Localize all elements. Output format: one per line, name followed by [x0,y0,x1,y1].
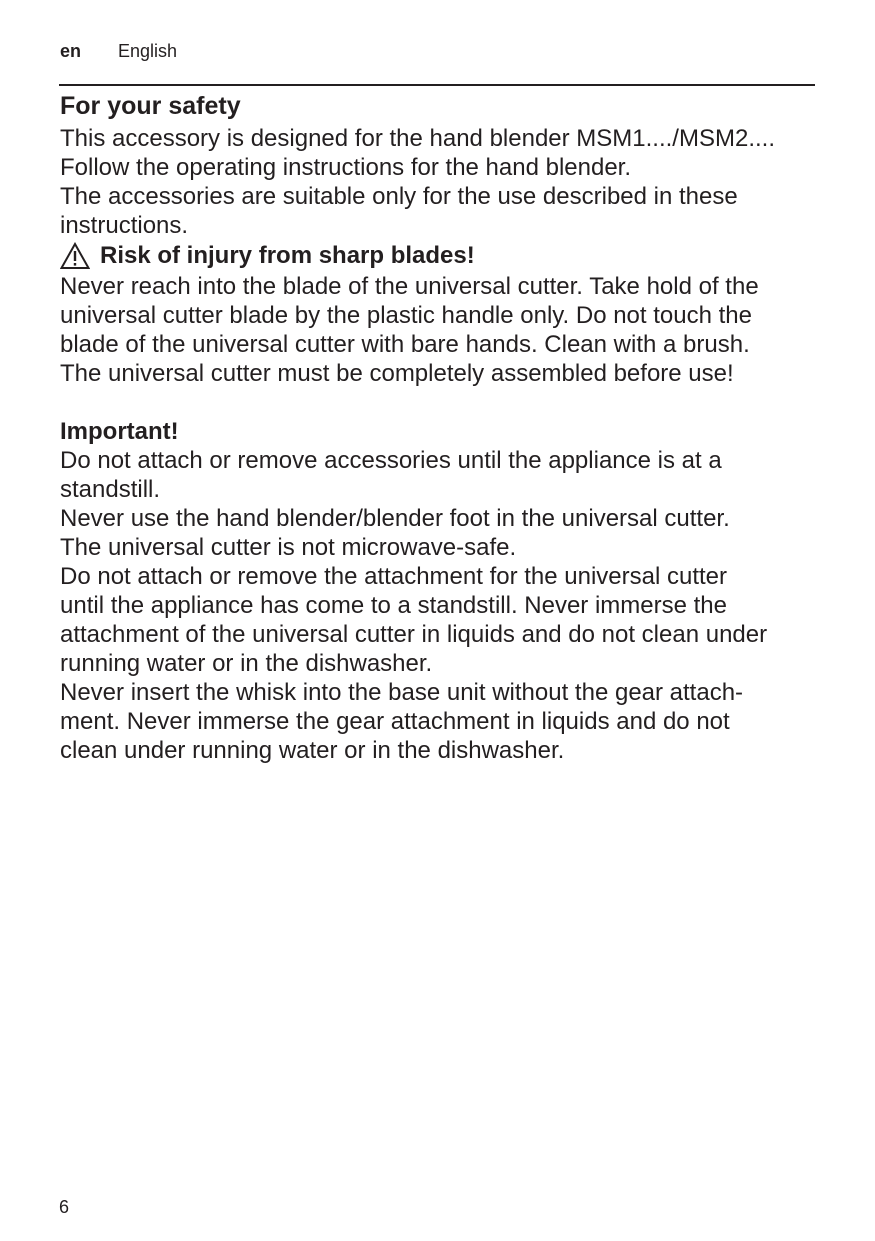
header-divider [59,84,815,86]
warning-heading: Risk of injury from sharp blades! [100,242,475,269]
intro-line: instructions. [60,212,189,239]
language-header [60,41,177,61]
intro-line: This accessory is designed for the hand blender MSM1..../MSM2.... [60,125,775,152]
important-line: until the appliance has come to a standstill. Never immerse the [60,592,727,619]
warning-line: blade of the universal cutter with bare hands. Clean with a brush. [60,331,750,358]
important-line: ment. Never immerse the gear attachment in liquids and do not [60,708,730,735]
language-name: English [118,41,178,61]
warning-line: universal cutter blade by the plastic handle only. Do not touch the [60,302,752,329]
important-line: Do not attach or remove the attachment for the universal cutter [60,563,728,590]
paragraph-spacer [60,388,820,417]
page-number: 6 [59,1197,70,1217]
important-line: Do not attach or remove accessories until the appliance is at a [60,447,722,474]
section-title: For your safety [60,92,241,120]
important-line: Never use the hand blender/blender foot in the universal cutter. [60,505,730,532]
important-line: running water or in the dishwasher. [60,650,433,677]
warning-line: Never reach into the blade of the universal cutter. Take hold of the [60,273,759,300]
safety-section [60,90,820,765]
intro-line: The accessories are suitable only for the use described in these [60,183,738,210]
warning-line: The universal cutter must be completely assembled before use! [60,360,734,387]
important-line: attachment of the universal cutter in liquids and do not clean under [60,621,768,648]
intro-line: Follow the operating instructions for the hand blender. [60,154,632,181]
warning-heading-row [60,240,820,272]
important-line: The universal cutter is not microwave-safe. [60,534,517,561]
language-code: en [60,41,82,61]
important-heading: Important! [60,418,179,445]
important-line: Never insert the whisk into the base unit without the gear attach- [60,679,744,706]
important-line: clean under running water or in the dishwasher. [60,737,565,764]
important-line: standstill. [60,476,161,503]
warning-triangle-icon [60,242,90,270]
